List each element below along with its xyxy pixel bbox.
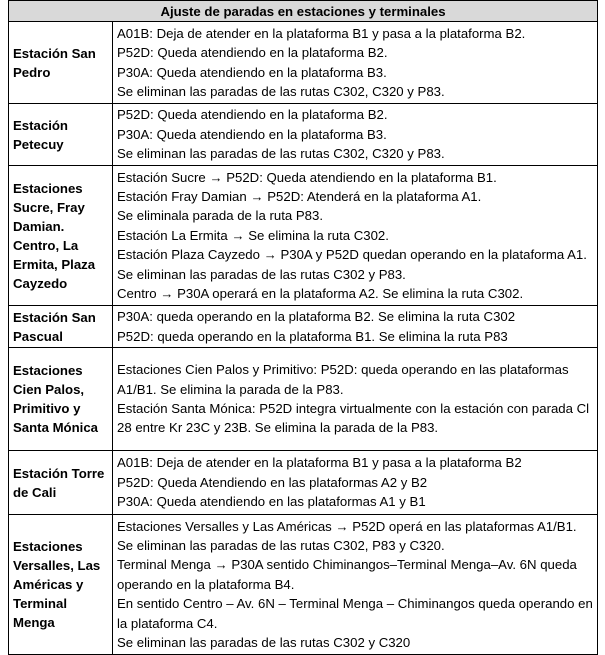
table-row — [9, 515, 598, 655]
detail-line: Estaciones Versalles y Las Américas → P52D operá en las plataformas A1/B1. Se eliminan las paradas de las rutas C302, P83 y C320. — [117, 518, 577, 553]
station-name: Estación San Pedro — [9, 22, 113, 104]
table-row — [9, 348, 598, 451]
detail-line: P30A: queda operando en la plataforma B2. Se elimina la ruta C302 — [117, 309, 516, 325]
detail-line: Estación Plaza Cayzedo → P30A y P52D quedan operando en la plataforma A1. Se eliminan las paradas de las rutas C302 y P83. — [117, 247, 587, 282]
detail-line: Se eliminan las paradas de las rutas C302 y C320 — [117, 635, 411, 651]
table-row — [9, 22, 598, 104]
detail-line: P52D: Queda atendiendo en la plataforma B2. — [117, 45, 388, 61]
detail-line: Estación Sucre → P52D: Queda atendiendo en la plataforma B1. — [117, 169, 497, 185]
detail-line: Estaciones Cien Palos y Primitivo: P52D: queda operando en las plataformas A1/B1. Se elimina la parada de la P83. — [117, 362, 569, 397]
station-details — [113, 348, 598, 451]
station-name: Estación Petecuy — [9, 104, 113, 166]
detail-line: Terminal Menga → P30A sentido Chiminangos–Terminal Menga–Av. 6N queda operando en la plataforma B4. — [117, 557, 577, 592]
detail-line: Estación Fray Damian → P52D: Atenderá en la plataforma A1. — [117, 188, 482, 204]
table-row — [9, 166, 598, 306]
detail-line: P52D: Queda Atendiendo en las plataformas A2 y B2 — [117, 474, 428, 490]
detail-line: P30A: Queda atendiendo en la plataforma B3. — [117, 64, 387, 80]
detail-line: A01B: Deja de atender en la plataforma B1 y pasa a la plataforma B2. — [117, 25, 526, 41]
detail-line: Se eliminala parada de la ruta P83. — [117, 208, 324, 224]
table-row — [9, 306, 598, 348]
station-details — [113, 166, 598, 306]
station-name: Estaciones Versalles, Las Américas y Terminal Menga — [9, 515, 113, 655]
detail-line: Centro → P30A operará en la plataforma A2. Se elimina la ruta C302. — [117, 286, 524, 302]
detail-line: A01B: Deja de atender en la plataforma B1 y pasa a la plataforma B2 — [117, 455, 522, 471]
detail-line: P52D: queda operando en la plataforma B1. Se elimina la ruta P83 — [117, 328, 508, 344]
table-row — [9, 451, 598, 515]
detail-line: Estación La Ermita → Se elimina la ruta C302. — [117, 227, 389, 243]
station-name: Estación San Pascual — [9, 306, 113, 348]
detail-line: Se eliminan las paradas de las rutas C302, C320 y P83. — [117, 83, 445, 99]
station-details — [113, 104, 598, 166]
table-row — [9, 104, 598, 166]
station-name: Estaciones Cien Palos, Primitivo y Santa Mónica — [9, 348, 113, 451]
station-name: Estación Torre de Cali — [9, 451, 113, 515]
station-details — [113, 306, 598, 348]
detail-line: P52D: Queda atendiendo en la plataforma B2. — [117, 107, 388, 123]
table-title: Ajuste de paradas en estaciones y terminales — [9, 1, 598, 22]
station-details — [113, 451, 598, 515]
detail-line: P30A: Queda atendiendo en la plataforma B3. — [117, 126, 387, 142]
station-name: Estaciones Sucre, Fray Damian. Centro, La Ermita, Plaza Cayzedo — [9, 166, 113, 306]
station-details — [113, 515, 598, 655]
detail-line: P30A: Queda atendiendo en las plataformas A1 y B1 — [117, 494, 426, 510]
detail-line: En sentido Centro – Av. 6N – Terminal Menga – Chiminangos queda operando en la plataforma C4. — [117, 596, 593, 631]
station-details — [113, 22, 598, 104]
detail-line: Estación Santa Mónica: P52D integra virtualmente con la estación con parada Cl 28 entre Kr 23C y 23B. Se elimina la parada de la P83. — [117, 401, 590, 436]
detail-line: Se eliminan las paradas de las rutas C302, C320 y P83. — [117, 146, 445, 162]
stops-adjustment-table — [8, 0, 598, 655]
table-header-row — [9, 1, 598, 22]
